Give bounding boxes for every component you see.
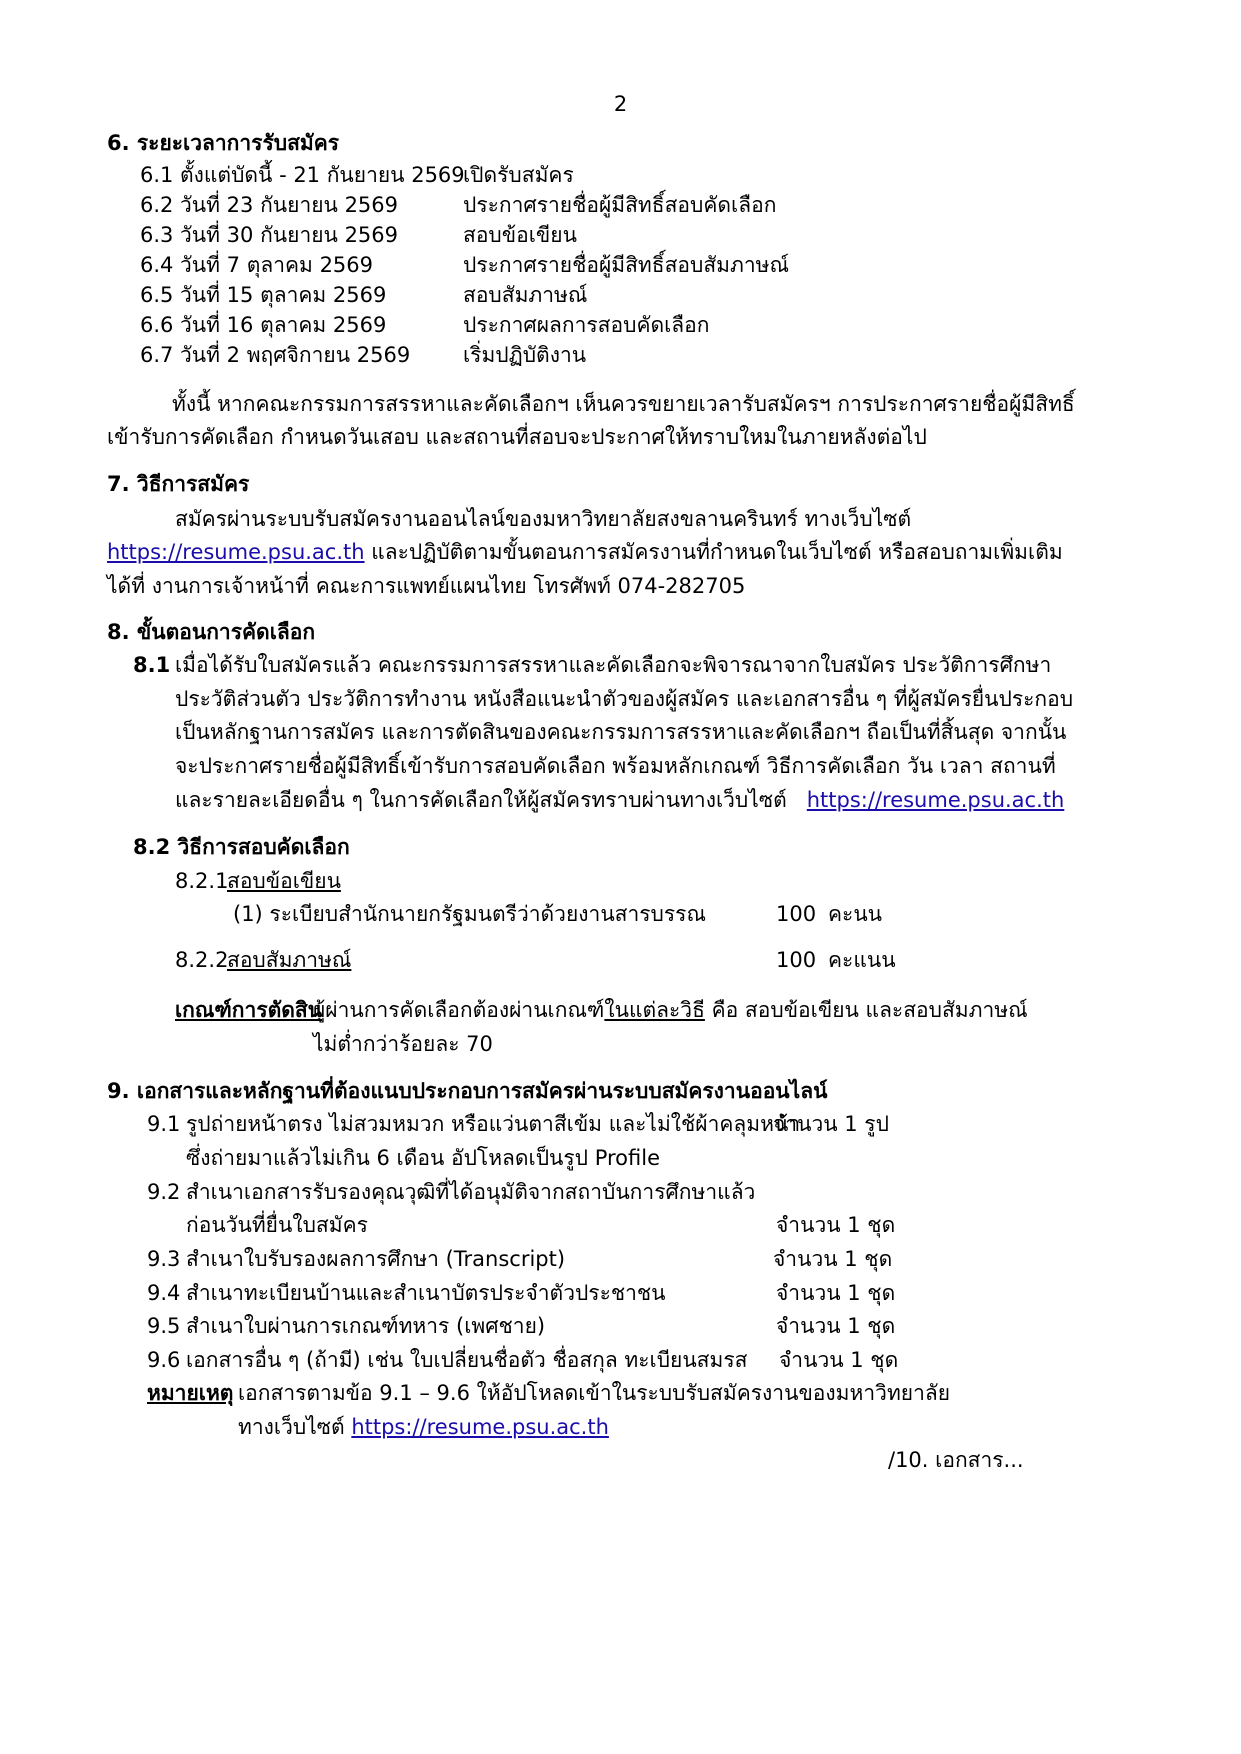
written-exam-item: (1) ระเบียบสำนักนายกรัฐมนตรีว่าด้วยงานสารบรรณ — [233, 902, 706, 926]
criteria-text-underlined: ในแต่ละวิธี — [604, 998, 705, 1022]
document-item-text: สำเนาทะเบียนบ้านและสำเนาบัตรประจำตัวประชาชน — [186, 1281, 666, 1305]
schedule-item-date: วันที่ 7 ตุลาคม 2569 — [180, 253, 374, 277]
remark-text-line2 — [238, 1415, 609, 1440]
document-item-number: 9.4 — [147, 1281, 181, 1305]
document-item-text-continued: ก่อนวันที่ยื่นใบสมัคร — [186, 1213, 368, 1237]
document-item-text: สำเนาใบรับรองผลการศึกษา (Transcript) — [186, 1247, 566, 1271]
page-number: 2 — [613, 92, 628, 116]
written-exam-title: สอบข้อเขียน — [227, 869, 341, 893]
contact-info: ได้ที่ งานการเจ้าหน้าที่ คณะการแพทย์แผนไทย โทรศัพท์ 074-282705 — [107, 574, 746, 598]
schedule-item-event: ประกาศรายชื่อผู้มีสิทธิ์สอบสัมภาษณ์ — [463, 253, 789, 277]
schedule-item-number: 6.2 — [140, 193, 174, 217]
remark-label: หมายเหตุ — [147, 1381, 234, 1405]
criteria-text-post: คือ สอบข้อเขียน และสอบสัมภาษณ์ — [704, 998, 1028, 1022]
schedule-item-number: 6.4 — [140, 253, 174, 277]
section-8-2-2-number: 8.2.2 — [175, 948, 229, 972]
schedule-item-event: สอบสัมภาษณ์ — [463, 283, 588, 307]
resume-website-link[interactable]: https://resume.psu.ac.th — [806, 788, 1065, 812]
section-6-heading: 6. ระยะเวลาการรับสมัคร — [107, 131, 340, 155]
document-item-text: เอกสารอื่น ๆ (ถ้ามี) เช่น ใบเปลี่ยนชื่อตัว ชื่อสกุล ทะเบียนสมรส — [186, 1348, 748, 1372]
selection-process-text: เมื่อได้รับใบสมัครแล้ว คณะกรรมการสรรหาและคัดเลือกจะพิจารณาจากใบสมัคร ประวัติการศึกษา — [175, 653, 1052, 677]
schedule-item-date: วันที่ 16 ตุลาคม 2569 — [180, 313, 387, 337]
selection-process-text-last — [175, 788, 1064, 813]
application-text: สมัครผ่านระบบรับสมัครงานออนไลน์ของมหาวิทยาลัยสงขลานครินทร์ ทางเว็บไซต์ — [175, 507, 912, 531]
continuation-marker: /10. เอกสาร... — [888, 1448, 1024, 1472]
section-8-1-number: 8.1 — [133, 653, 171, 677]
document-item-number: 9.5 — [147, 1314, 181, 1338]
selection-process-text: ประวัติส่วนตัว ประวัติการทำงาน หนังสือแนะนำตัวของผู้สมัคร และเอกสารอื่น ๆ ที่ผู้สมัครยื่นประกอบ — [175, 687, 1074, 711]
application-instructions: และปฏิบัติตามขั้นตอนการสมัครงานที่กำหนดในเว็บไซต์ หรือสอบถามเพิ่มเติม — [364, 540, 1063, 564]
criteria-text-pre: ผู้ผ่านการคัดเลือกต้องผ่านเกณฑ์ — [313, 998, 605, 1022]
schedule-item-event: ประกาศรายชื่อผู้มีสิทธิ์สอบคัดเลือก — [463, 193, 777, 217]
document-item-number: 9.1 — [147, 1112, 181, 1136]
schedule-item-number: 6.7 — [140, 343, 174, 367]
written-exam-score: 100 — [776, 902, 817, 926]
schedule-item-number: 6.5 — [140, 283, 174, 307]
resume-website-link[interactable]: https://resume.psu.ac.th — [351, 1415, 609, 1439]
criteria-label: เกณฑ์การตัดสิน — [175, 998, 323, 1022]
schedule-item-number: 6.3 — [140, 223, 174, 247]
schedule-item-date: ตั้งแต่บัดนี้ - 21 กันยายน 2569 — [180, 163, 465, 187]
schedule-item-event: เปิดรับสมัคร — [463, 163, 574, 187]
document-item-text: รูปถ่ายหน้าตรง ไม่สวมหมวก หรือแว่นตาสีเข้ม และไม่ใช้ผ้าคลุมหน้า — [186, 1112, 801, 1136]
document-item-quantity: จำนวน 1 ชุด — [773, 1247, 893, 1271]
schedule-item-date: วันที่ 30 กันยายน 2569 — [180, 223, 399, 247]
interview-title: สอบสัมภาษณ์ — [227, 948, 352, 972]
document-item-text: สำเนาใบผ่านการเกณฑ์ทหาร (เพศชาย) — [186, 1314, 546, 1338]
document-item-number: 9.2 — [147, 1180, 181, 1204]
criteria-text — [313, 998, 1028, 1023]
document-item-quantity: จำนวน 1 ชุด — [776, 1213, 896, 1237]
schedule-note: ทั้งนี้ หากคณะกรรมการสรรหาและคัดเลือกฯ เห็นควรขยายเวลารับสมัครฯ การประกาศรายชื่อผู้มีสิทธิ์ — [172, 392, 1075, 416]
section-8-heading: 8. ขั้นตอนการคัดเลือก — [107, 620, 316, 644]
section-9-heading: 9. เอกสารและหลักฐานที่ต้องแนบประกอบการสมัครผ่านระบบสมัครงานออนไลน์ — [107, 1079, 828, 1103]
document-item-text: สำเนาเอกสารรับรองคุณวุฒิที่ได้อนุมัติจากสถาบันการศึกษาแล้ว — [186, 1180, 756, 1204]
document-item-number: 9.6 — [147, 1348, 181, 1372]
schedule-item-number: 6.1 — [140, 163, 174, 187]
section-8-2-heading: 8.2 วิธีการสอบคัดเลือก — [133, 835, 350, 859]
section-8-2-1-number: 8.2.1 — [175, 869, 229, 893]
schedule-item-date: วันที่ 15 ตุลาคม 2569 — [180, 283, 387, 307]
remark-website-label: ทางเว็บไซต์ — [238, 1415, 352, 1439]
schedule-item-event: ประกาศผลการสอบคัดเลือก — [463, 313, 710, 337]
schedule-item-date: วันที่ 2 พฤศจิกายน 2569 — [180, 343, 411, 367]
schedule-item-event: เริ่มปฏิบัติงาน — [463, 343, 587, 367]
remark-text: เอกสารตามข้อ 9.1 – 9.6 ให้อัปโหลดเข้าในระบบรับสมัครงานของมหาวิทยาลัย — [238, 1381, 951, 1405]
written-exam-unit: คะนน — [828, 902, 883, 926]
document-item-text-continued: ซึ่งถ่ายมาแล้วไม่เกิน 6 เดือน อัปโหลดเป็นรูป Profile — [186, 1146, 660, 1170]
schedule-item-event: สอบข้อเขียน — [463, 223, 577, 247]
schedule-note-continued: เข้ารับการคัดเลือก กำหนดวันเสอบ และสถานที่สอบจะประกาศให้ทราบใหมในภายหลังต่อไป — [107, 425, 927, 449]
selection-process-text: จะประกาศรายชื่อผู้มีสิทธิ์เข้ารับการสอบคัดเลือก พร้อมหลักเกณฑ์ วิธีการคัดเลือก วัน เวลา สถานที่ — [175, 754, 1056, 778]
application-text-line2 — [107, 540, 1063, 565]
section-7-heading: 7. วิธีการสมัคร — [107, 472, 250, 496]
document-item-quantity: จำนวน 1 ชุด — [776, 1281, 896, 1305]
document-item-quantity: จำนวน 1 ชุด — [779, 1348, 899, 1372]
document-item-quantity: จำนวน 1 ชุด — [776, 1314, 896, 1338]
interview-score: 100 — [776, 948, 817, 972]
schedule-item-number: 6.6 — [140, 313, 174, 337]
selection-process-text: และรายละเอียดอื่น ๆ ในการคัดเลือกให้ผู้สมัครทราบผ่านทางเว็บไซต์ — [175, 788, 787, 812]
document-item-quantity: จำนวน 1 รูป — [773, 1112, 889, 1136]
selection-process-text: เป็นหลักฐานการสมัคร และการตัดสินของคณะกรรมการสรรหาและคัดเลือกฯ ถือเป็นที่สิ้นสุด จากนั้น — [175, 720, 1067, 744]
schedule-item-date: วันที่ 23 กันยายน 2569 — [180, 193, 399, 217]
resume-website-link[interactable]: https://resume.psu.ac.th — [107, 540, 365, 564]
interview-unit: คะแนน — [828, 948, 896, 972]
criteria-threshold: ไม่ต่ำกว่าร้อยละ 70 — [313, 1032, 493, 1056]
document-item-number: 9.3 — [147, 1247, 181, 1271]
